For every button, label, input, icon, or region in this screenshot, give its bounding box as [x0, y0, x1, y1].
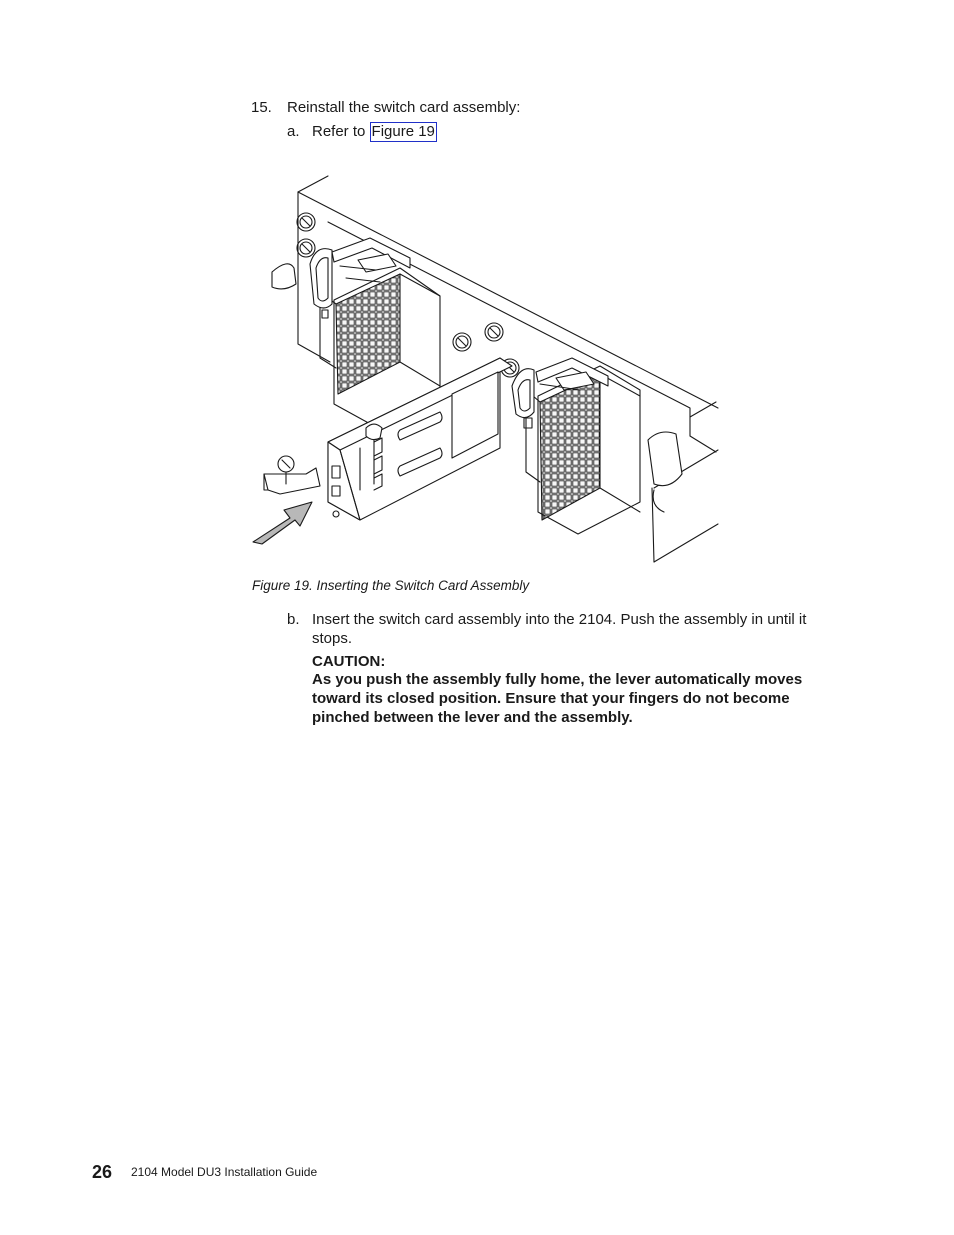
substep-a-prefix: Refer to [312, 123, 370, 140]
substep-b-letter: b. [287, 611, 300, 628]
thumbscrew-icon [485, 323, 503, 341]
right-power-supply [526, 366, 640, 534]
figure-19-link[interactable]: Figure 19 [371, 123, 435, 140]
caution-label: CAUTION: [312, 653, 386, 670]
substep-a-text [312, 122, 437, 142]
switch-card-figure [250, 172, 720, 564]
caution-text: As you push the assembly fully home, the lever automatically moves toward its closed position. Ensure that your fingers do not become pinched between the lever and the assembly. [312, 671, 803, 726]
figure-caption: Figure 19. Inserting the Switch Card Assembly [252, 578, 530, 593]
insertion-arrow-icon [253, 502, 312, 544]
thumbscrew-icon [297, 213, 315, 231]
footer-title: 2104 Model DU3 Installation Guide [131, 1165, 318, 1179]
step-number: 15. [251, 99, 272, 116]
side-handle [648, 432, 682, 512]
thumbscrew-icon [453, 333, 471, 351]
thumbscrew-icon [297, 239, 315, 257]
substep-a-letter: a. [287, 123, 300, 140]
page-number: 26 [92, 1162, 113, 1182]
latch-bracket [264, 456, 320, 494]
substep-b-text: Insert the switch card assembly into the 2104. Push the assembly in until it stops. [312, 611, 807, 647]
step-text: Reinstall the switch card assembly: [287, 99, 521, 116]
